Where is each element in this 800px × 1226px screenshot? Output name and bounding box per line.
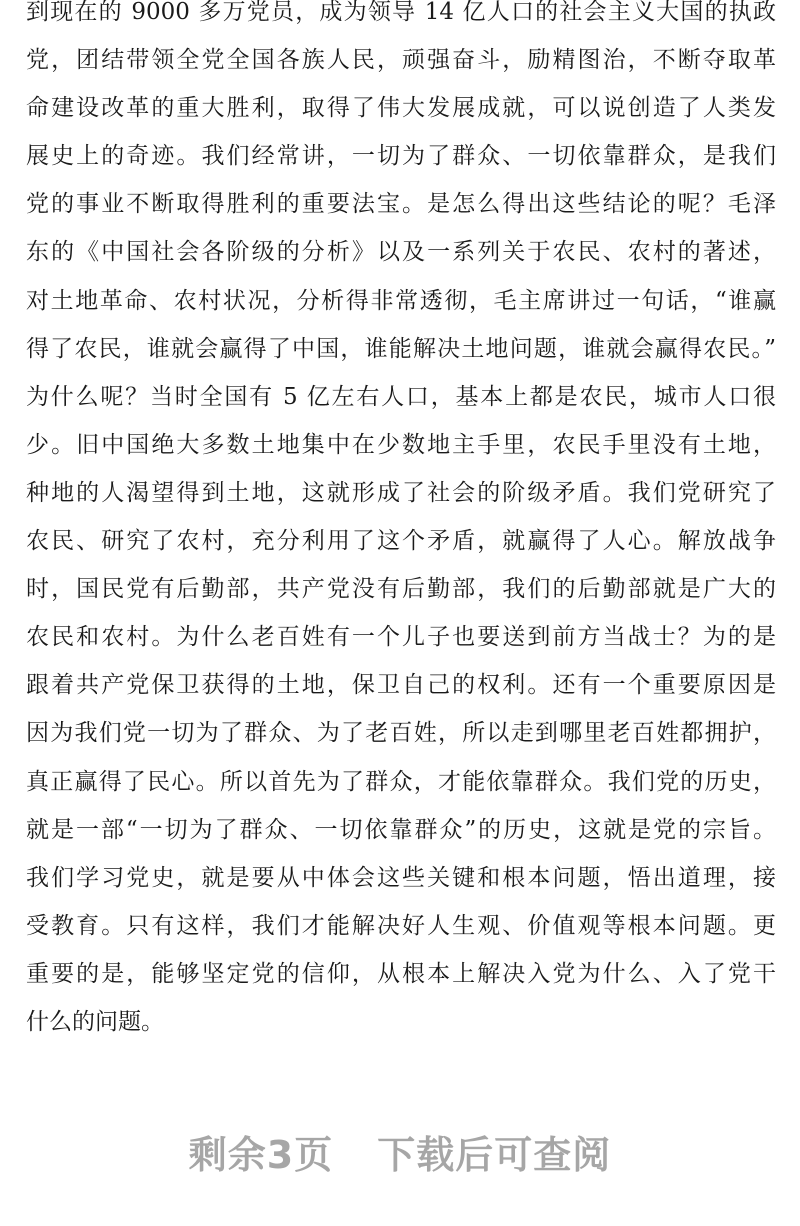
- download-hint-label: 下载后可查阅: [377, 1133, 612, 1177]
- paragraph-line: 时，国民党有后勤部，共产党没有后勤部，我们的后勤部就是广大的: [26, 576, 776, 603]
- paragraph-line: 我们学习党史，就是要从中体会这些关键和根本问题，悟出道理，接: [26, 864, 776, 891]
- paragraph-line: 重要的是，能够坚定党的信仰，从根本上解决入党为什么、入了党干: [26, 960, 776, 987]
- paragraph-line: 少。旧中国绝大多数土地集中在少数地主手里，农民手里没有土地，: [26, 431, 776, 458]
- paragraph-line: 就是一部“一切为了群众、一切依靠群众”的历史，这就是党的宗旨。: [26, 816, 776, 843]
- document-body: [26, 0, 776, 1046]
- paragraph-line: 什么的问题。: [26, 1008, 164, 1035]
- paragraph-line: 得了农民，谁就会赢得了中国，谁能解决土地问题，谁就会赢得农民。”: [26, 335, 776, 362]
- paragraph-line: 东的《中国社会各阶级的分析》以及一系列关于农民、农村的著述，: [26, 239, 776, 266]
- paragraph-line: 受教育。只有这样，我们才能解决好人生观、价值观等根本问题。更: [26, 912, 776, 939]
- paragraph-line: 农民和农村。为什么老百姓有一个儿子也要送到前方当战士？为的是: [26, 624, 776, 651]
- paragraph-line: 党的事业不断取得胜利的重要法宝。是怎么得出这些结论的呢？毛泽: [26, 191, 776, 218]
- paragraph-line: 因为我们党一切为了群众、为了老百姓，所以走到哪里老百姓都拥护，: [26, 720, 776, 747]
- paragraph-line: 为什么呢？当时全国有 5 亿左右人口，基本上都是农民，城市人口很: [26, 383, 776, 410]
- paragraph-line: 农民、研究了农村，充分利用了这个矛盾，就赢得了人心。解放战争: [26, 528, 776, 555]
- paragraph-line: 种地的人渴望得到土地，这就形成了社会的阶级矛盾。我们党研究了: [26, 479, 776, 506]
- paragraph-line: 到现在的 9000 多万党员，成为领导 14 亿人口的社会主义大国的执政: [26, 0, 776, 25]
- paragraph-line: 对土地革命、农村状况，分析得非常透彻，毛主席讲过一句话，“谁赢: [26, 287, 776, 314]
- download-prompt[interactable]: [0, 1124, 800, 1179]
- paragraph-line: 真正赢得了民心。所以首先为了群众，才能依靠群众。我们党的历史，: [26, 768, 776, 795]
- remaining-pages-label: 剩余3页: [188, 1133, 334, 1177]
- paragraph-line: 跟着共产党保卫获得的土地，保卫自己的权利。还有一个重要原因是: [26, 672, 776, 699]
- paragraph-line: 党，团结带领全党全国各族人民，顽强奋斗，励精图治，不断夺取革: [26, 47, 776, 74]
- paragraph-line: 展史上的奇迹。我们经常讲，一切为了群众、一切依靠群众，是我们: [26, 143, 776, 170]
- paragraph-line: 命建设改革的重大胜利，取得了伟大发展成就，可以说创造了人类发: [26, 95, 776, 122]
